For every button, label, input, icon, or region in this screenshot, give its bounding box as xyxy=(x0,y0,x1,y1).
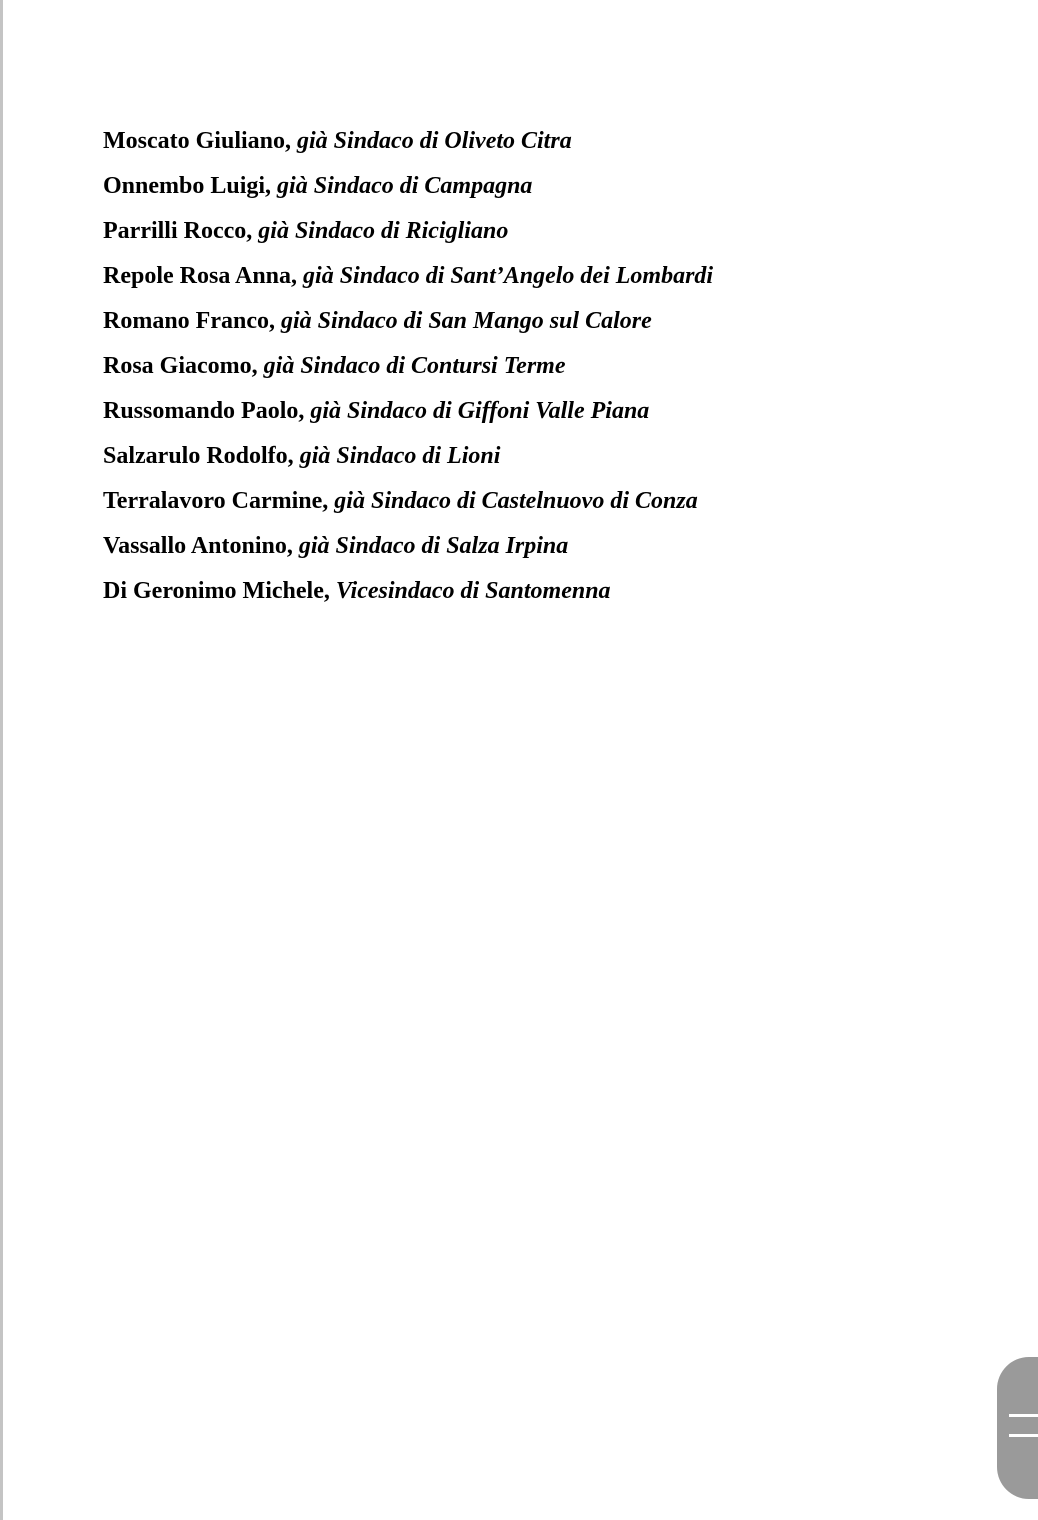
entry-name: Rosa Giacomo, xyxy=(103,353,258,379)
scroll-handle[interactable] xyxy=(997,1357,1038,1499)
entry-role: già Sindaco di Sant’Angelo dei Lombardi xyxy=(303,263,714,289)
list-item xyxy=(103,304,713,349)
list-item xyxy=(103,439,713,484)
entry-role: già Sindaco di Oliveto Citra xyxy=(297,128,572,154)
entry-role: già Sindaco di Castelnuovo di Conza xyxy=(334,488,698,514)
list-item xyxy=(103,349,713,394)
grip-line xyxy=(1009,1414,1038,1417)
list-item xyxy=(103,574,713,619)
entry-name: Vassallo Antonino, xyxy=(103,533,293,559)
list-item xyxy=(103,259,713,304)
entry-name: Di Geronimo Michele, xyxy=(103,578,330,604)
list-item xyxy=(103,529,713,574)
entry-role: già Sindaco di Salza Irpina xyxy=(298,533,569,559)
list-item xyxy=(103,394,713,439)
entry-role: già Sindaco di Ricigliano xyxy=(258,218,509,244)
entry-role: già Sindaco di Lioni xyxy=(299,443,501,469)
entry-name: Onnembo Luigi, xyxy=(103,173,272,199)
entry-name: Russomando Paolo, xyxy=(103,398,305,424)
list-item xyxy=(103,169,713,214)
entry-role: già Sindaco di San Mango sul Calore xyxy=(280,308,652,334)
entry-role: già Sindaco di Campagna xyxy=(277,173,533,199)
entry-name: Repole Rosa Anna, xyxy=(103,263,298,289)
entry-name: Salzarulo Rodolfo, xyxy=(103,443,294,469)
list-item xyxy=(103,214,713,259)
list-item xyxy=(103,124,713,169)
mayor-list xyxy=(103,124,713,619)
entry-name: Terralavoro Carmine, xyxy=(103,488,329,514)
entry-name: Moscato Giuliano, xyxy=(103,128,292,154)
entry-role: Vicesindaco di Santomenna xyxy=(335,578,611,604)
entry-name: Romano Franco, xyxy=(103,308,275,334)
list-item xyxy=(103,484,713,529)
entry-name: Parrilli Rocco, xyxy=(103,218,253,244)
grip-line xyxy=(1009,1434,1038,1437)
entry-role: già Sindaco di Contursi Terme xyxy=(263,353,566,379)
entry-role: già Sindaco di Giffoni Valle Piana xyxy=(310,398,650,424)
